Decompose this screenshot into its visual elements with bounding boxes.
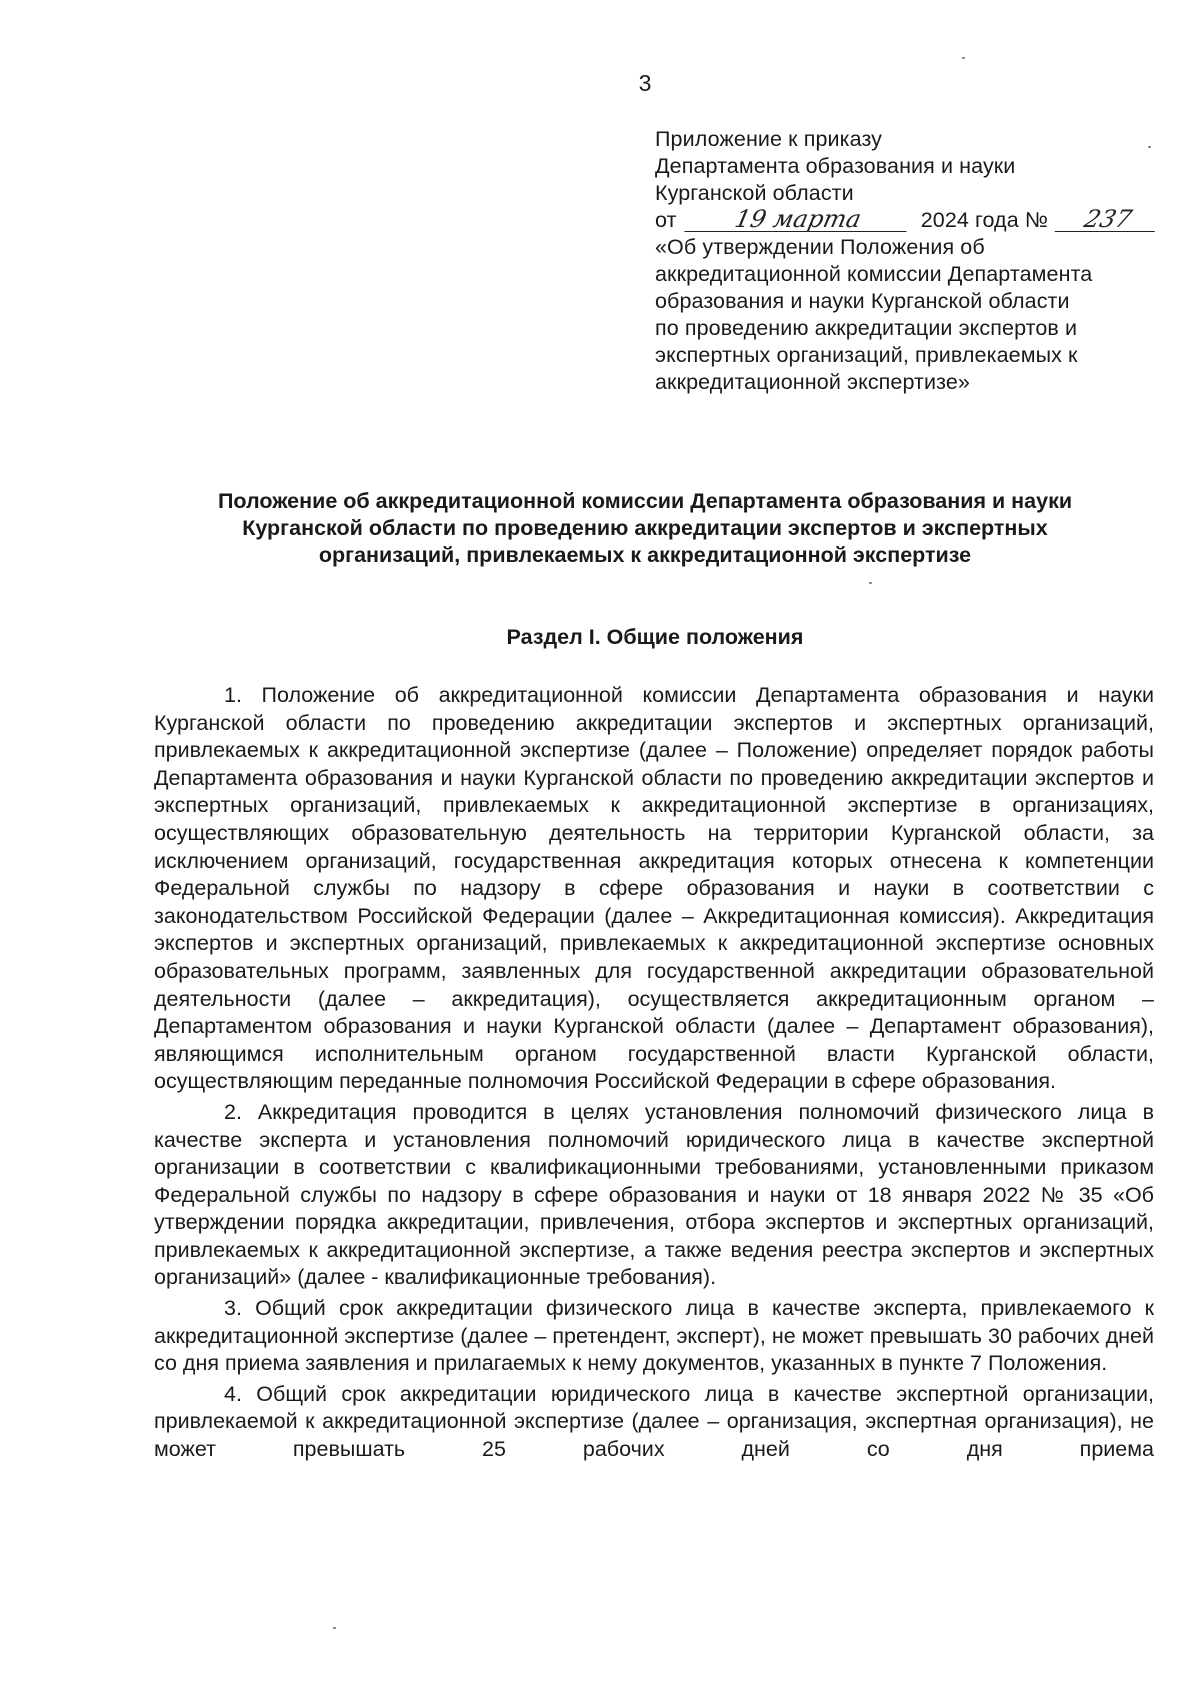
handwritten-date: 19 марта xyxy=(684,207,911,232)
document-title-line-1: Положение об аккредитационной комиссии Департамента образования и науки xyxy=(217,489,1073,513)
appendix-line-3: Курганской области xyxy=(655,181,854,205)
order-year-text: 2024 года № xyxy=(920,208,1049,232)
scan-speck xyxy=(1148,146,1151,148)
date-prefix: от xyxy=(655,208,677,232)
paragraph-3: 3. Общий срок аккредитации физического лица в качестве эксперта, привлекаемого к аккредитационной экспертизе (далее – претендент, эксперт), не может превышать 30 рабочих дней со дня приема заявления и прилагаемых к нему документов, указанных в пункте 7 Положения. xyxy=(154,1296,1154,1376)
order-title-line-5: экспертных организаций, привлекаемых к xyxy=(655,343,1078,367)
appendix-line-2: Департамента образования и науки xyxy=(655,154,1016,178)
order-title-line-3: образования и науки Курганской области xyxy=(655,289,1070,313)
order-title-line-4: по проведению аккредитации экспертов и xyxy=(655,316,1078,340)
document-title-line-3: организаций, привлекаемых к аккредитационной экспертизе xyxy=(318,543,972,567)
order-title-line-1: «Об утверждении Положения об xyxy=(655,235,985,259)
paragraph-1: 1. Положение об аккредитационной комиссии Департамента образования и науки Курганской области по проведению аккредитации экспертов и экспертных организаций, привлекаемых к аккредитационной экспертизе (далее – Положение) определяет порядок работы Департамента образования и науки Курганской области по проведению аккредитации экспертов и экспертных организаций, привлекаемых к аккредитационной экспертизе в организациях, осуществляющих образовательную деятельность на территории Курганской области, за исключением организаций, государственная аккредитация которых отнесена к компетенции Федеральной службы по надзору в сфере образования и науки в соответствии с законодательством Российской Федерации (далее – Аккредитационная комиссия). Аккредитация экспертов и экспертных организаций, привлекаемых к аккредитационной экспертизе основных образовательных программ, заявленных для государственной аккредитации образовательной деятельности (далее – аккредитация), осуществляется аккредитационным органом – Департаментом образования и науки Курганской области (далее – Департамент образования), являющимся исполнительным органом государственной власти Курганской области, осуществляющим переданные полномочия Российской Федерации в сфере образования. xyxy=(154,683,1154,1094)
scan-speck xyxy=(962,57,965,59)
scan-speck xyxy=(333,1627,336,1629)
order-title-line-6: аккредитационной экспертизе» xyxy=(655,370,970,394)
order-date-row xyxy=(655,207,1175,234)
section-title: Раздел I. Общие положения xyxy=(506,625,804,649)
scan-speck xyxy=(869,582,872,584)
document-title-line-2: Курганской области по проведению аккредитации экспертов и экспертных xyxy=(242,516,1048,540)
body-text xyxy=(154,682,1154,1467)
appendix-block xyxy=(655,126,1175,396)
paragraph-2: 2. Аккредитация проводится в целях установления полномочий физического лица в качестве эксперта и установления полномочий юридического лица в качестве экспертной организации в соответствии с квалификационными требованиями, установленными приказом Федеральной службы по надзору в сфере образования и науки от 18 января 2022 № 35 «Об утверждении порядка аккредитации, привлечения, отбора экспертов и экспертных организаций, привлекаемых к аккредитационной экспертизе, а также ведения реестра экспертов и экспертных организаций» (далее - квалификационные требования). xyxy=(154,1099,1154,1290)
document-title xyxy=(140,488,1150,569)
paragraph-4: 4. Общий срок аккредитации юридического лица в качестве экспертной организации, привлекаемой к аккредитационной экспертизе (далее – организация, экспертная организация), не может превышать 25 рабочих дней со дня приема xyxy=(154,1381,1154,1462)
order-title-line-2: аккредитационной комиссии Департамента xyxy=(655,262,1093,286)
page-number: 3 xyxy=(638,70,652,96)
handwritten-order-number: 237 xyxy=(1055,207,1162,232)
appendix-line-1: Приложение к приказу xyxy=(655,127,883,151)
